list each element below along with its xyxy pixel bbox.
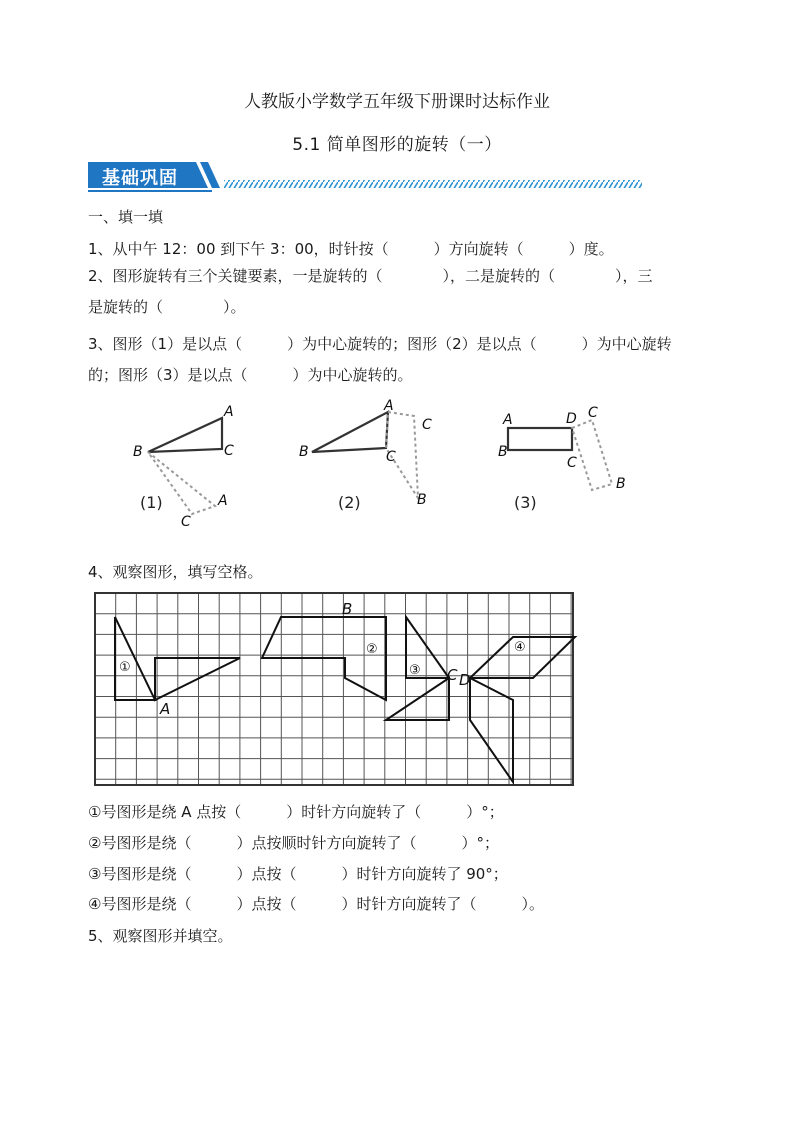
fig3-label-c2: C [588, 405, 598, 421]
question-2-line-2: 是旋转的（ ）。 [88, 298, 246, 316]
fig1-label-c2: C [181, 514, 191, 530]
shape-1-label: ① [119, 660, 131, 675]
shape-3-label: ③ [409, 663, 421, 678]
point-d-label: D [459, 671, 471, 689]
point-b-label: B [342, 600, 353, 618]
question-4-c: ③号图形是绕（ ）点按（ ）时针方向旋转了 90°； [88, 865, 508, 883]
shape-2-label: ② [366, 642, 378, 657]
question-3-line-2: 的；图形（3）是以点（ ）为中心旋转的。 [88, 366, 413, 384]
question-2-line-1: 2、图形旋转有三个关键要素，一是旋转的（ ），二是旋转的（ ），三 [88, 267, 653, 285]
fig3-label-c: C [567, 455, 577, 471]
shape-4-label: ④ [514, 640, 526, 655]
figure-2-triangle [312, 412, 388, 452]
point-a-label: A [160, 700, 171, 718]
shape-1-original [115, 617, 155, 700]
fig3-label-a: A [503, 412, 513, 428]
figure-3-rectangle [508, 428, 572, 450]
question-5: 5、观察图形并填空。 [88, 927, 233, 945]
point-c-label: C [447, 666, 458, 684]
question-4-a: ①号图形是绕 A 点按（ ）时针方向旋转了（ ）°； [88, 803, 504, 821]
fig1-label-a: A [224, 404, 234, 420]
shape-4-bottom [470, 678, 513, 782]
fig3-caption: (3) [514, 493, 537, 512]
fig1-caption: (1) [140, 493, 163, 512]
fig1-label-c: C [224, 443, 234, 459]
fig2-label-c: C [386, 449, 396, 465]
fig1-label-a2: A [218, 493, 228, 509]
lesson-subtitle: 5.1 简单图形的旋转（一） [292, 135, 502, 155]
section-heading: 一、填一填 [88, 208, 164, 226]
banner-label: 基础巩固 [102, 168, 178, 189]
section-banner [88, 158, 644, 194]
question-1: 1、从中午 12：00 到下午 3：00，时针按（ ）方向旋转（ ）度。 [88, 240, 614, 258]
fig2-label-b2: B [417, 492, 427, 508]
fig2-caption: (2) [338, 493, 361, 512]
shape-3-rotated [386, 678, 449, 720]
question-4-b: ②号图形是绕（ ）点按顺时针方向旋转了（ ）°； [88, 834, 499, 852]
fig2-label-a: A [384, 398, 394, 414]
fig3-label-b: B [498, 444, 508, 460]
q4-grid-figure [90, 588, 580, 790]
question-4: 4、观察图形，填写空格。 [88, 563, 263, 581]
fig1-label-b: B [133, 444, 143, 460]
q3-figures [120, 395, 660, 535]
worksheet-title: 人教版小学数学五年级下册课时达标作业 [244, 92, 550, 112]
fig3-label-d: D [566, 411, 577, 427]
question-3-line-1: 3、图形（1）是以点（ ）为中心旋转的；图形（2）是以点（ ）为中心旋转 [88, 335, 672, 353]
fig2-label-c2: C [422, 417, 432, 433]
shape-2-outline [262, 617, 386, 700]
question-4-d: ④号图形是绕（ ）点按（ ）时针方向旋转了（ ）。 [88, 895, 544, 913]
shape-1-rotated [155, 658, 240, 700]
fig3-label-b2: B [616, 476, 626, 492]
figure-1-triangle [148, 418, 222, 452]
figure-3-rotated [572, 420, 612, 490]
fig2-label-b: B [299, 444, 309, 460]
